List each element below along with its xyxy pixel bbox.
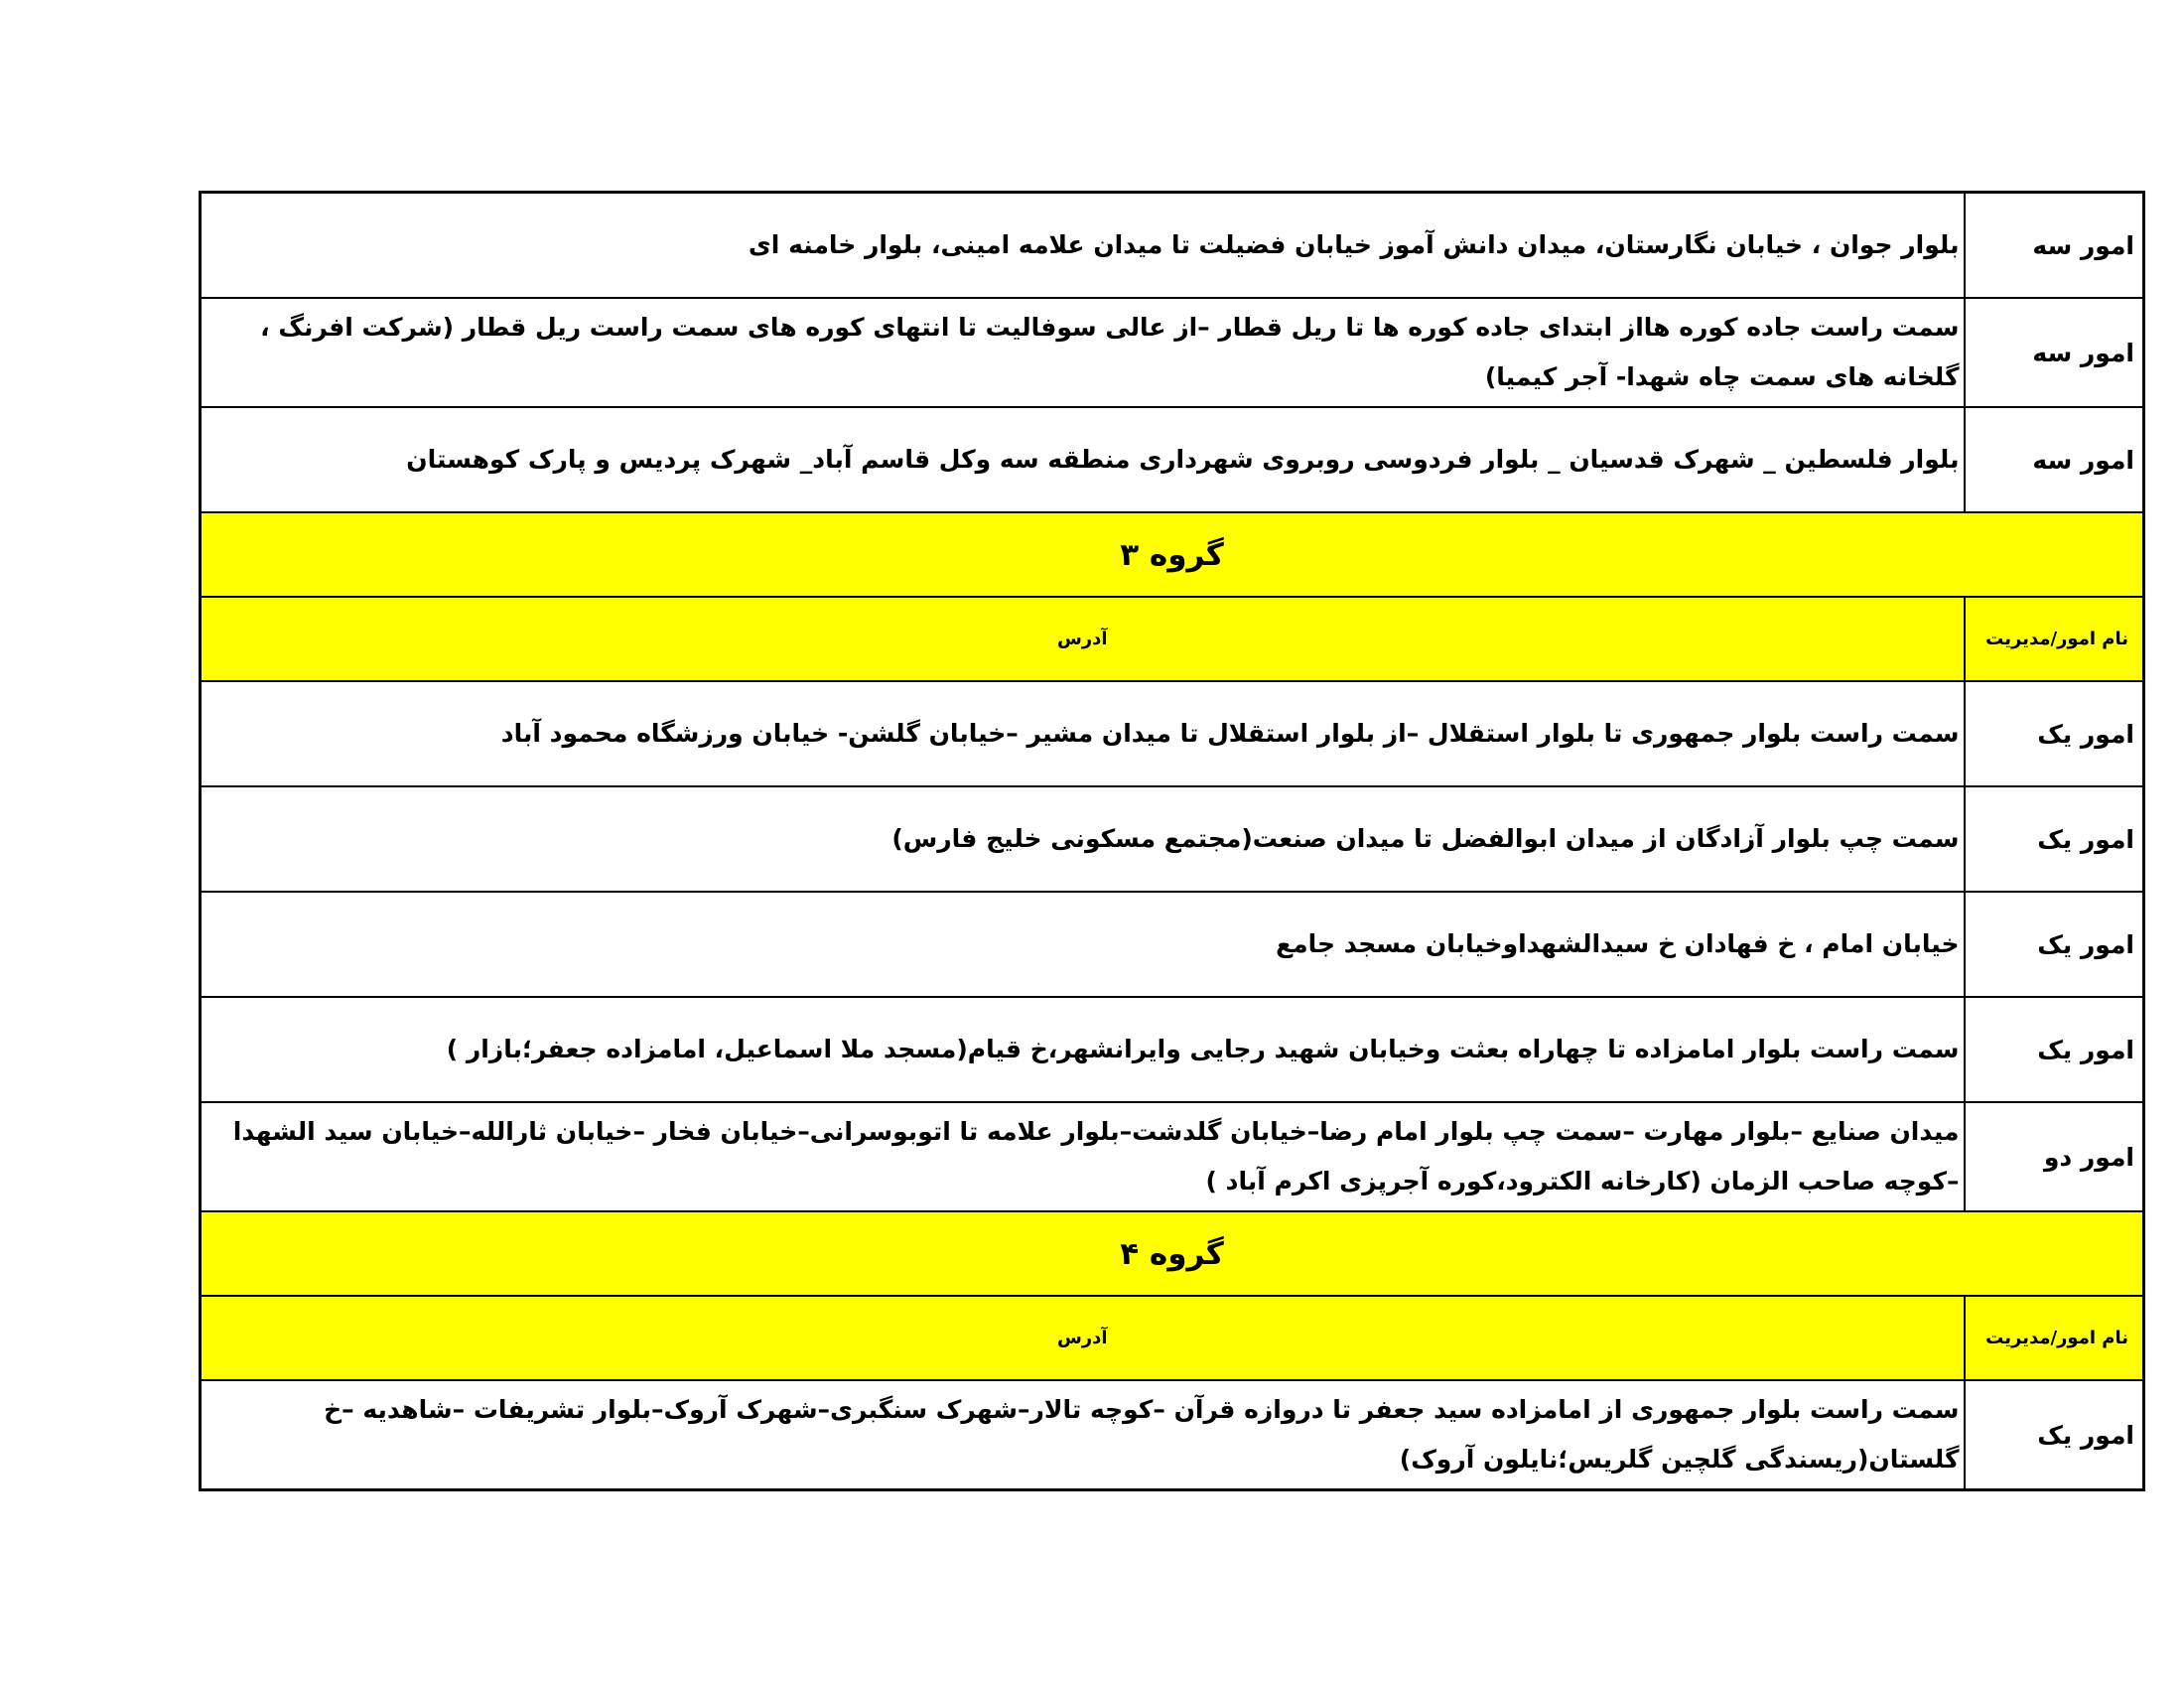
address-cell: میدان صنایع –بلوار مهارت –سمت چپ بلوار امام رضا–خیابان گلدشت–بلوار علامه تا اتوبوسرانی–خیابان فخار –خیابان ثارالله–خیابان سید الشهدا –کوچه صاحب الزمان (کارخانه الکترود،کوره آجرپزی اکرم آباد )	[201, 1102, 1965, 1211]
column-header-row	[201, 597, 2144, 681]
group-title-row	[201, 1211, 2144, 1296]
district-name-cell: امور سه	[1965, 298, 2144, 407]
address-cell: سمت راست بلوار جمهوری تا بلوار استقلال –از بلوار استقلال تا میدان مشیر –خیابان گلشن- خیابان ورزشگاه محمود آباد	[201, 681, 1965, 786]
district-name-cell: امور یک	[1965, 997, 2144, 1102]
district-name-cell: امور یک	[1965, 892, 2144, 997]
district-name-cell: امور یک	[1965, 681, 2144, 786]
address-cell: سمت چپ بلوار آزادگان از میدان ابوالفضل تا میدان صنعت(مجتمع مسکونی خلیج فارس)	[201, 786, 1965, 892]
document-page	[199, 191, 2145, 1491]
table-row	[201, 193, 2144, 299]
group-3-title: گروه ۳	[201, 512, 2144, 597]
table-row	[201, 892, 2144, 997]
address-cell: سمت راست بلوار امامزاده تا چهاراه بعثت وخیابان شهید رجایی وایرانشهر،خ قیام(مسجد ملا اسماعیل، امامزاده جعفر؛بازار )	[201, 997, 1965, 1102]
group-4-title: گروه ۴	[201, 1211, 2144, 1296]
address-cell: بلوار فلسطین _ شهرک قدسیان _ بلوار فردوسی روبروی شهرداری منطقه سه وکل قاسم آباد_ شهرک پردیس و پارک کوهستان	[201, 407, 1965, 512]
district-name-cell: امور دو	[1965, 1102, 2144, 1211]
district-name-cell: امور یک	[1965, 1380, 2144, 1490]
address-cell: سمت راست جاده کوره هااز ابتدای جاده کوره ها تا ریل قطار –از عالی سوفالیت تا انتهای کوره های سمت راست ریل قطار (شرکت افرنگ ، گلخانه های سمت چاه شهدا- آجر کیمیا)	[201, 298, 1965, 407]
column-header-name: نام امور/مدیریت	[1965, 597, 2144, 681]
table-row	[201, 298, 2144, 407]
address-cell: سمت راست بلوار جمهوری از امامزاده سید جعفر تا دروازه قرآن –کوچه تالار–شهرک سنگبری–شهرک آروک–بلوار تشریفات –شاهدیه –خ گلستان(ریسندگی گلچین گلریس؛نایلون آروک)	[201, 1380, 1965, 1490]
column-header-address: آدرس	[201, 597, 1965, 681]
column-header-address: آدرس	[201, 1296, 1965, 1380]
table-row	[201, 407, 2144, 512]
table-row	[201, 997, 2144, 1102]
table-row	[201, 786, 2144, 892]
table-row	[201, 1380, 2144, 1490]
address-cell: خیابان امام ، خ فهادان خ سیدالشهداوخیابان مسجد جامع	[201, 892, 1965, 997]
group-title-row	[201, 512, 2144, 597]
district-name-cell: امور یک	[1965, 786, 2144, 892]
district-name-cell: امور سه	[1965, 193, 2144, 299]
table-row	[201, 681, 2144, 786]
column-header-row	[201, 1296, 2144, 1380]
address-cell: بلوار جوان ، خیابان نگارستان، میدان دانش آموز خیابان فضیلت تا میدان علامه امینی، بلوار خامنه ای	[201, 193, 1965, 299]
district-name-cell: امور سه	[1965, 407, 2144, 512]
table-row	[201, 1102, 2144, 1211]
outage-schedule-table	[199, 191, 2145, 1491]
column-header-name: نام امور/مدیریت	[1965, 1296, 2144, 1380]
